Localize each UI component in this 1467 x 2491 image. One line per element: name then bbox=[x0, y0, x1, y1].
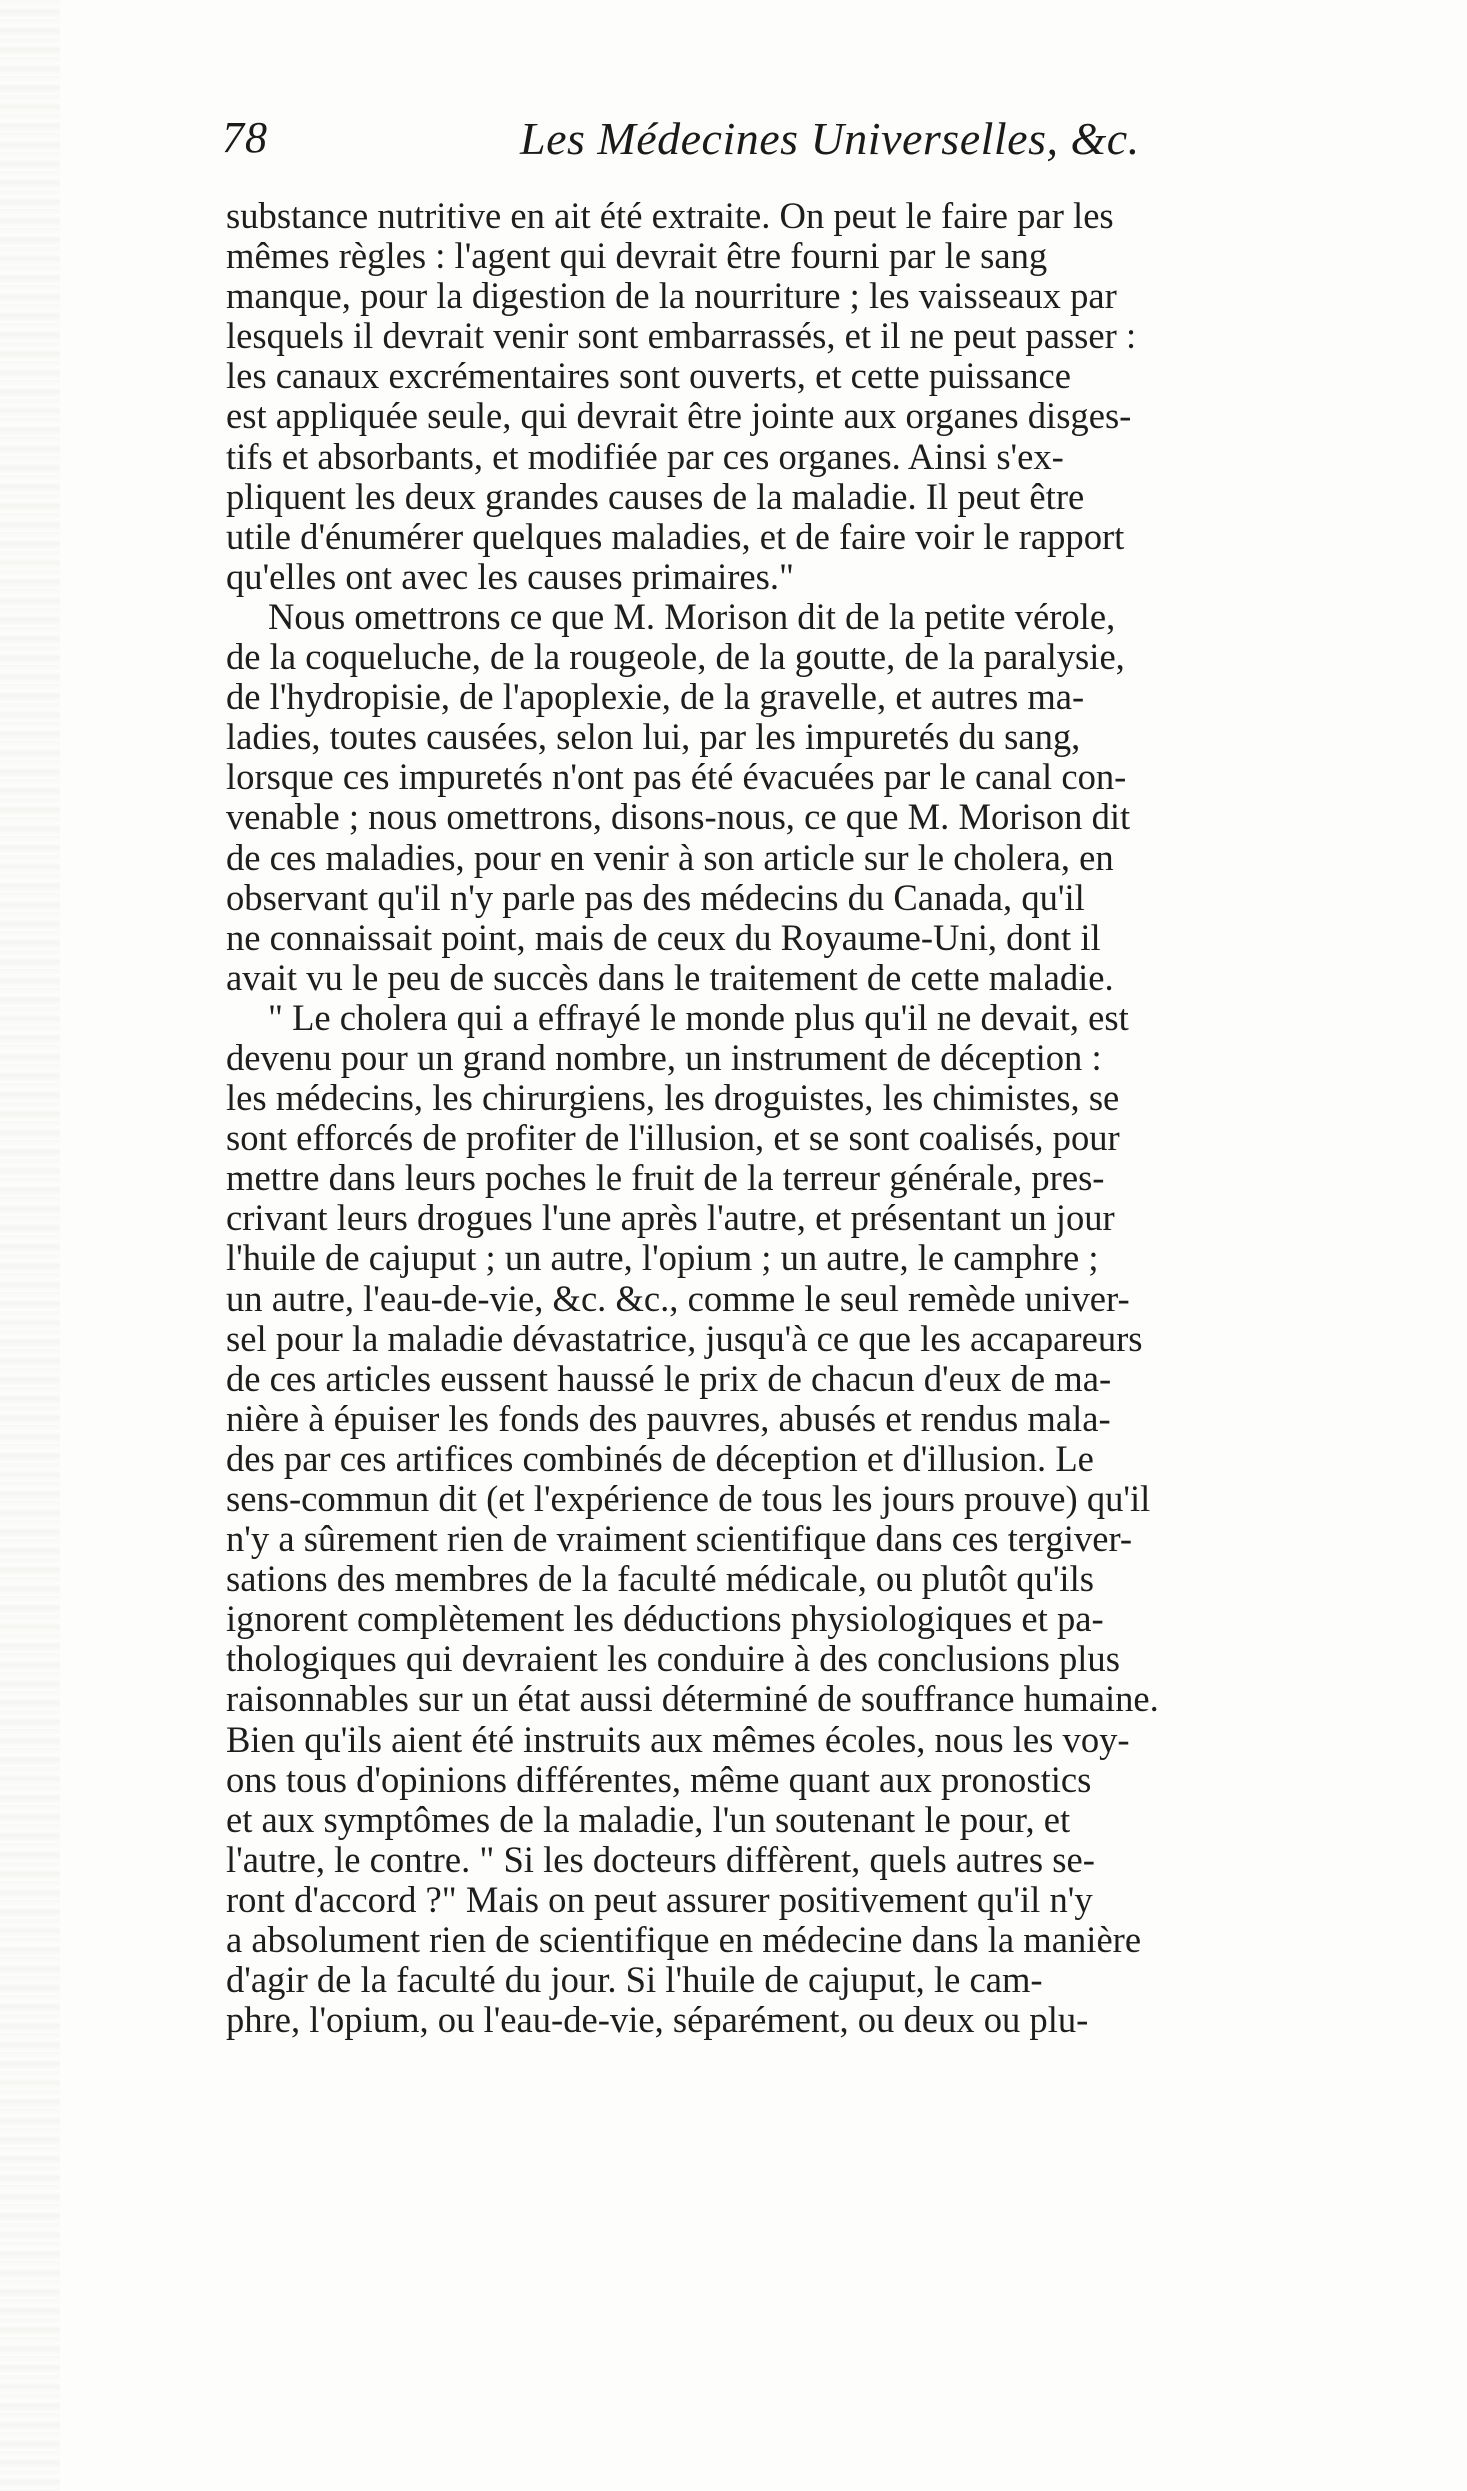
text-line: phre, l'opium, ou l'eau-de-vie, séparément, ou deux ou plu- bbox=[226, 2000, 1089, 2041]
text-line: n'y a sûrement rien de vraiment scientifique dans ces tergiver- bbox=[226, 1519, 1133, 1560]
text-line: crivant leurs drogues l'une après l'autre, et présentant un jour bbox=[226, 1198, 1115, 1239]
text-line: des par ces artifices combinés de déception et d'illusion. Le bbox=[226, 1438, 1094, 1479]
page-number: 78 bbox=[222, 113, 268, 162]
text-line: et aux symptômes de la maladie, l'un soutenant le pour, et bbox=[226, 1799, 1071, 1840]
text-line: qu'elles ont avec les causes primaires." bbox=[226, 556, 794, 597]
text-line: Bien qu'ils aient été instruits aux mêmes écoles, nous les voy- bbox=[226, 1719, 1130, 1760]
text-line: substance nutritive en ait été extraite. On peut le faire par les bbox=[226, 196, 1114, 236]
text-line: est appliquée seule, qui devrait être jointe aux organes disges- bbox=[226, 396, 1132, 437]
text-line: ons tous d'opinions différentes, même quant aux pronostics bbox=[226, 1759, 1092, 1800]
text-line: de la coqueluche, de la rougeole, de la goutte, de la paralysie, bbox=[226, 637, 1125, 678]
page-edge-speckle bbox=[0, 0, 60, 2491]
text-line: manque, pour la digestion de la nourriture ; les vaisseaux par bbox=[226, 276, 1117, 317]
text-line: utile d'énumérer quelques maladies, et de faire voir le rapport bbox=[226, 516, 1125, 557]
text-line: ront d'accord ?" Mais on peut assurer positivement qu'il n'y bbox=[226, 1879, 1093, 1920]
paragraph-start-line: " Le cholera qui a effrayé le monde plus qu'il ne devait, est bbox=[268, 997, 1129, 1038]
page-header bbox=[222, 112, 1272, 172]
text-line: un autre, l'eau-de-vie, &c. &c., comme le seul remède univer- bbox=[226, 1278, 1130, 1319]
text-line: l'autre, le contre. " Si les docteurs diffèrent, quels autres se- bbox=[226, 1839, 1095, 1880]
text-line: de ces articles eussent haussé le prix de chacun d'eux de ma- bbox=[226, 1358, 1112, 1399]
text-line: mettre dans leurs poches le fruit de la terreur générale, pres- bbox=[226, 1158, 1105, 1199]
text-line: devenu pour un grand nombre, un instrument de déception : bbox=[226, 1037, 1102, 1078]
text-line: mêmes règles : l'agent qui devrait être fourni par le sang bbox=[226, 236, 1048, 277]
text-line: tifs et absorbants, et modifiée par ces organes. Ainsi s'ex- bbox=[226, 436, 1064, 477]
running-title: Les Médecines Universelles, &c. bbox=[520, 113, 1140, 164]
paragraph-start-line: Nous omettrons ce que M. Morison dit de la petite vérole, bbox=[268, 596, 1116, 637]
text-line: les canaux excrémentaires sont ouverts, et cette puissance bbox=[226, 356, 1072, 397]
text-line: lorsque ces impuretés n'ont pas été évacuées par le canal con- bbox=[226, 757, 1127, 798]
text-line: lesquels il devrait venir sont embarrassés, et il ne peut passer : bbox=[226, 316, 1137, 357]
text-line: sont efforcés de profiter de l'illusion, et se sont coalisés, pour bbox=[226, 1118, 1120, 1159]
text-line: ne connaissait point, mais de ceux du Royaume-Uni, dont il bbox=[226, 917, 1101, 958]
text-line: de ces maladies, pour en venir à son article sur le cholera, en bbox=[226, 837, 1114, 878]
text-line: les médecins, les chirurgiens, les droguistes, les chimistes, se bbox=[226, 1078, 1120, 1119]
text-line: observant qu'il n'y parle pas des médecins du Canada, qu'il bbox=[226, 877, 1085, 918]
text-line: sens-commun dit (et l'expérience de tous les jours prouve) qu'il bbox=[226, 1479, 1151, 1519]
text-line: ignorent complètement les déductions physiologiques et pa- bbox=[226, 1599, 1104, 1640]
text-line: raisonnables sur un état aussi déterminé de souffrance humaine. bbox=[226, 1679, 1159, 1720]
text-line: avait vu le peu de succès dans le traitement de cette maladie. bbox=[226, 957, 1114, 998]
text-line: sel pour la maladie dévastatrice, jusqu'à ce que les accapareurs bbox=[226, 1318, 1143, 1359]
text-line: venable ; nous omettrons, disons-nous, ce que M. Morison dit bbox=[226, 797, 1131, 838]
text-line: l'huile de cajuput ; un autre, l'opium ; un autre, le camphre ; bbox=[226, 1238, 1099, 1279]
text-line: nière à épuiser les fonds des pauvres, abusés et rendus mala- bbox=[226, 1398, 1111, 1439]
text-line: pliquent les deux grandes causes de la maladie. Il peut être bbox=[226, 476, 1085, 517]
body-text bbox=[226, 196, 1376, 2040]
text-line: thologiques qui devraient les conduire à des conclusions plus bbox=[226, 1639, 1120, 1680]
text-line: sations des membres de la faculté médicale, ou plutôt qu'ils bbox=[226, 1559, 1094, 1600]
text-line: d'agir de la faculté du jour. Si l'huile de cajuput, le cam- bbox=[226, 1960, 1043, 2001]
text-line: ladies, toutes causées, selon lui, par les impuretés du sang, bbox=[226, 717, 1081, 758]
text-line: de l'hydropisie, de l'apoplexie, de la gravelle, et autres ma- bbox=[226, 677, 1085, 718]
text-line: a absolument rien de scientifique en médecine dans la manière bbox=[226, 1920, 1142, 1961]
